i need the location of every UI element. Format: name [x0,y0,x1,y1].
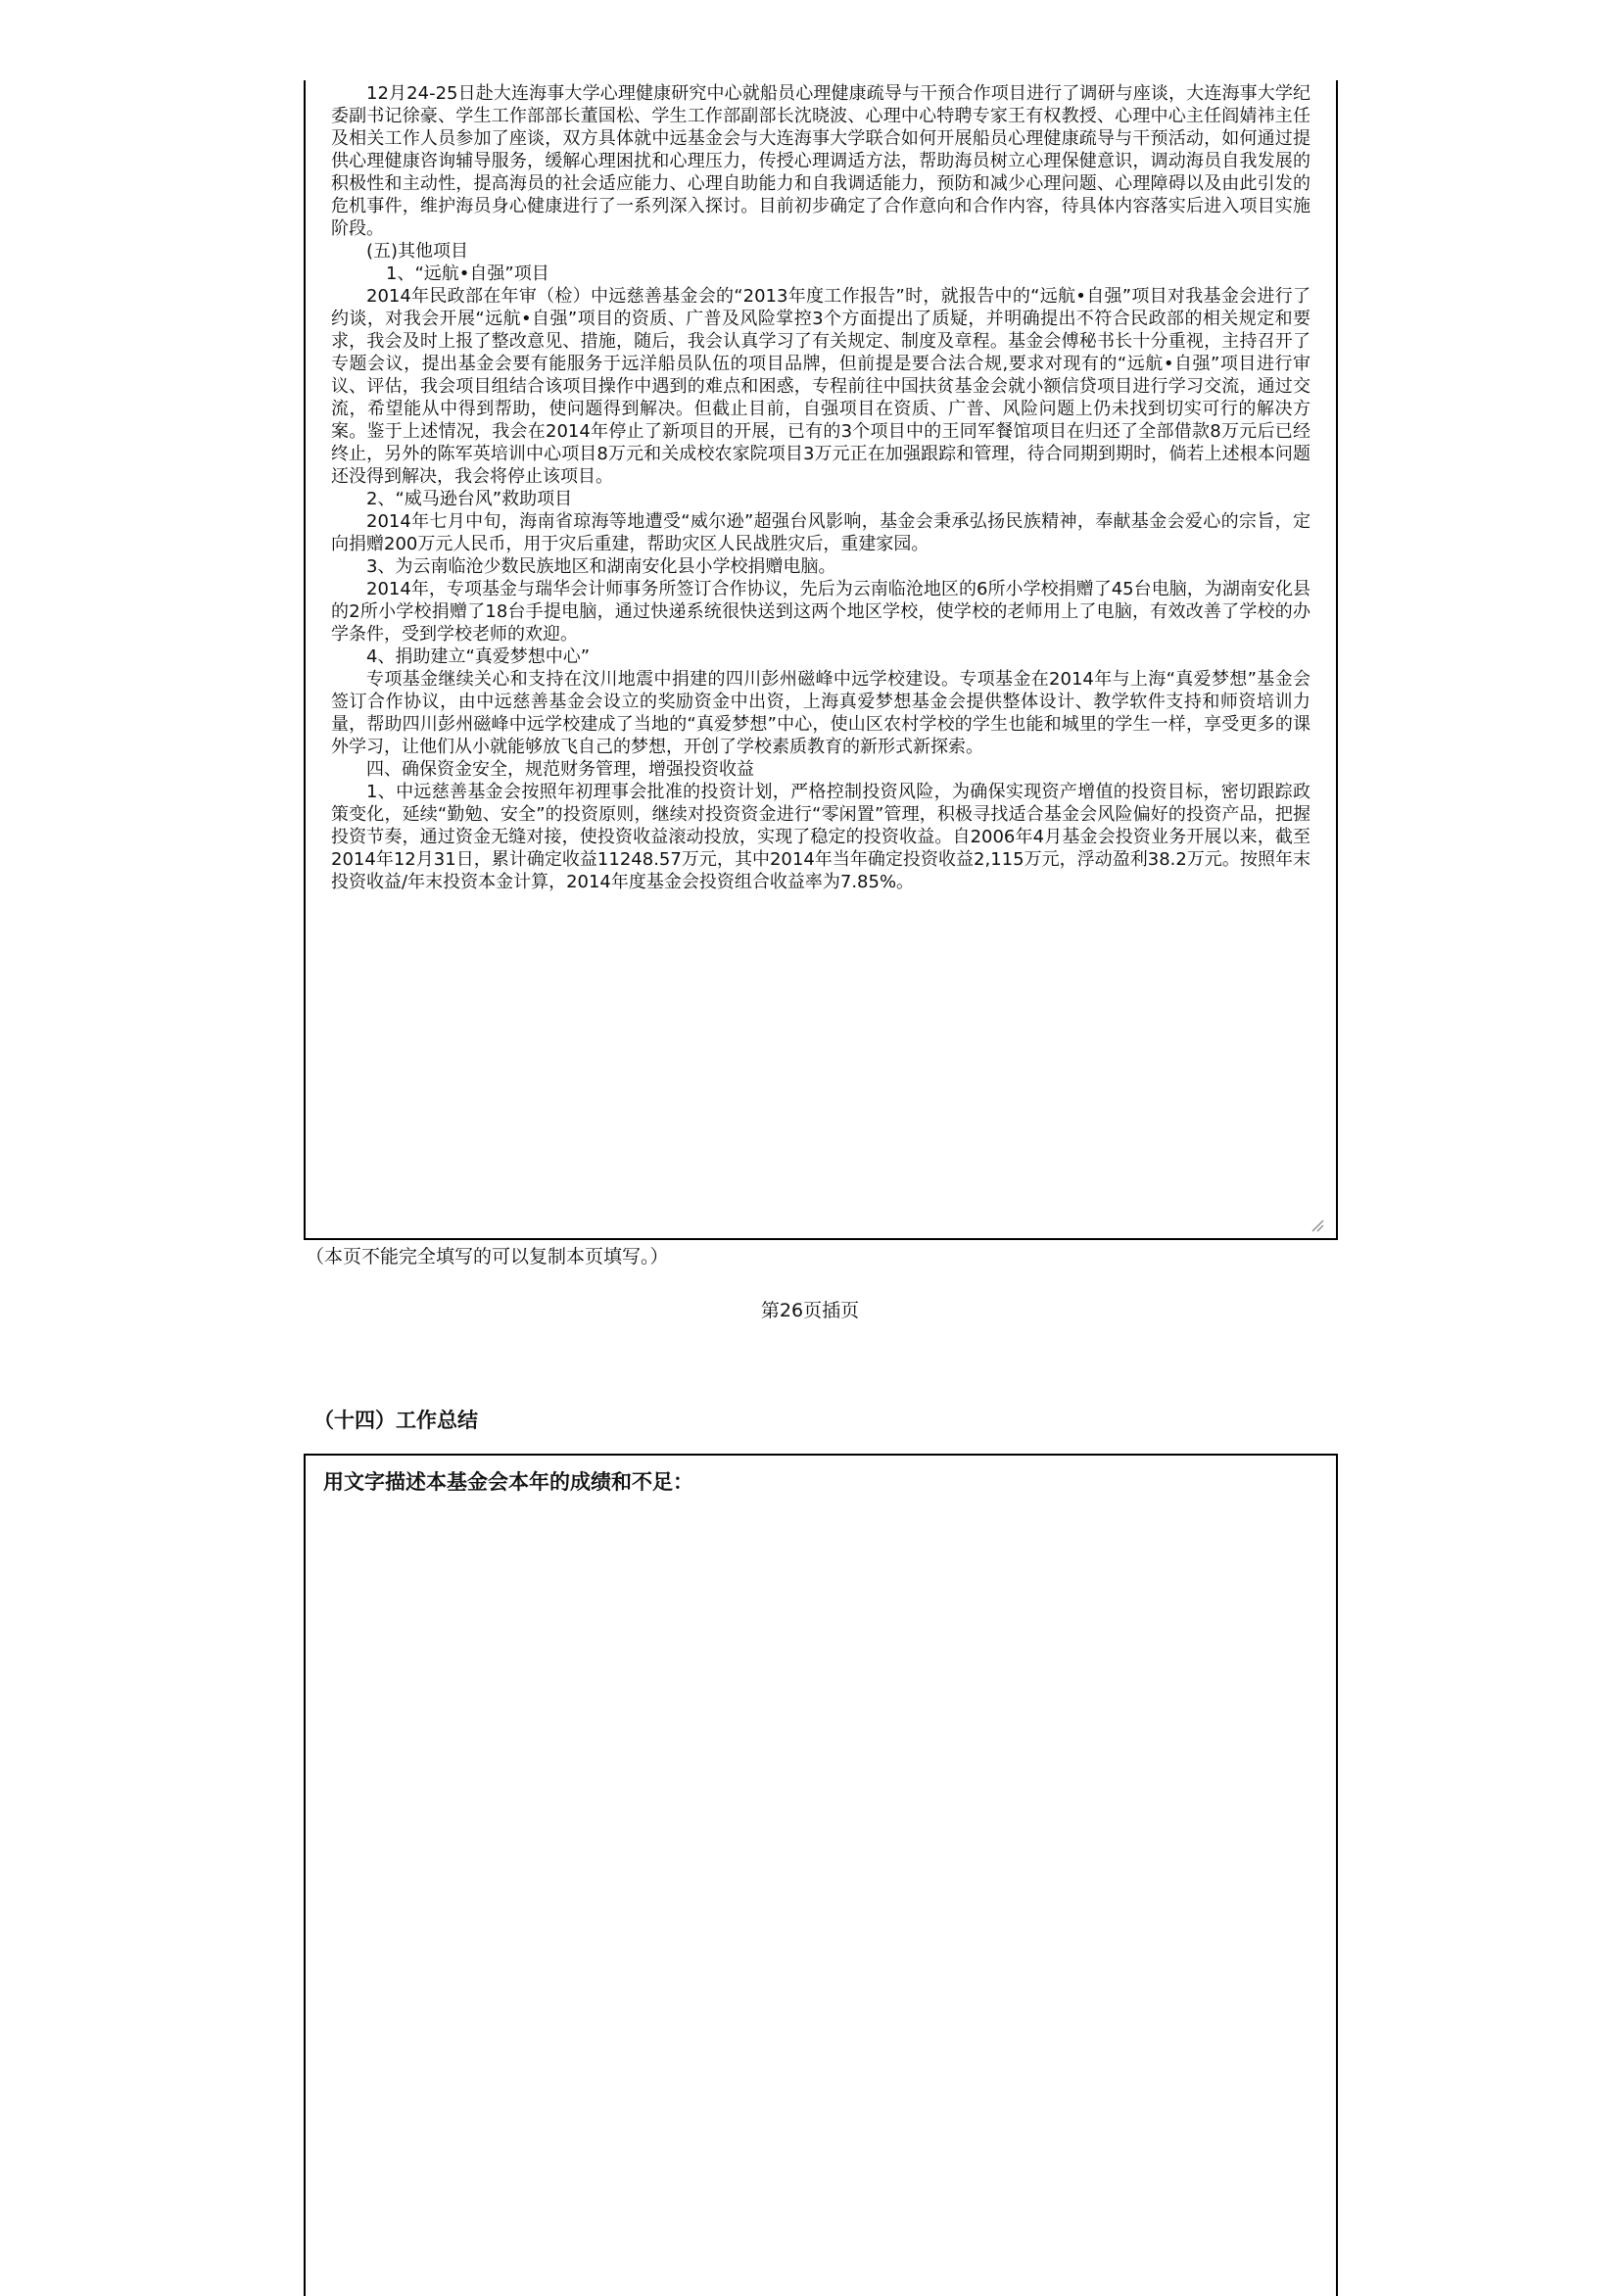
report-paragraph: 1、中远慈善基金会按照年初理事会批准的投资计划，严格控制投资风险，为确保实现资产增值的投资目标，密切跟踪政策变化，延续“勤勉、安全”的投资原则，继续对投资资金进行“零闲置”管理，积极寻找适合基金会风险偏好的投资产品，把握投资节奏，通过资金无缝对接，使投资收益滚动投放，实现了稳定的投资收益。自2006年4月基金会投资业务开展以来，截至2014年12月31日，累计确定收益11248.57万元，其中2014年当年确定投资收益2,115万元，浮动盈利38.2万元。按照年末投资收益/年末投资本金计算，2014年度基金会投资组合收益率为7.85%。 [331,782,1310,892]
report-paragraph: 2、“威马逊台风”救助项目 [366,489,573,509]
report-paragraph: 12月24-25日赴大连海事大学心理健康研究中心就船员心理健康疏导与干预合作项目进行了调研与座谈，大连海事大学纪委副书记徐豪、学生工作部部长董国松、学生工作部副部长沈晓波、心理中心特聘专家王有权教授、心理中心主任阎婧祎主任及相关工作人员参加了座谈，双方具体就中远基金会与大连海事大学联合如何开展船员心理健康疏导与干预活动，如何通过提供心理健康咨询辅导服务，缓解心理困扰和心理压力，传授心理调适方法，帮助海员树立心理保健意识，调动海员自我发展的积极性和主动性，提高海员的社会适应能力、心理自助能力和自我调适能力，预防和减少心理问题、心理障碍以及由此引发的危机事件，维护海员身心健康进行了一系列深入探讨。目前初步确定了合作意向和合作内容，待具体内容落实后进入项目实施阶段。 [331,83,1310,239]
report-paragraph: (五)其他项目 [366,241,469,262]
insert-page-label: 第26页插页 [760,1300,860,1321]
report-paragraph: 2014年七月中旬，海南省琼海等地遭受“威尔逊”超强台风影响，基金会秉承弘扬民族精神，奉献基金会爱心的宗旨，定向捐赠200万元人民币，用于灾后重建，帮助灾区人民战胜灾后，重建家园。 [331,511,1310,554]
report-paragraph: 四、确保资金安全，规范财务管理，增强投资收益 [366,759,754,780]
report-paragraph: 1、“远航•自强”项目 [386,263,549,284]
report-text-box[interactable] [304,80,1338,1240]
section-title: （十四）工作总结 [313,1409,478,1432]
report-paragraph: 3、为云南临沧少数民族地区和湖南安化县小学校捐赠电脑。 [366,556,836,577]
report-text-content [331,82,1310,893]
resize-grip-icon[interactable] [1310,1219,1324,1232]
work-summary-box[interactable] [304,1454,1338,2296]
copy-page-note: （本页不能完全填写的可以复制本页填写。） [306,1246,669,1268]
report-paragraph: 专项基金继续关心和支持在汶川地震中捐建的四川彭州磁峰中远学校建设。专项基金在2014年与上海“真爱梦想”基金会签订合作协议，由中远慈善基金会设立的奖励资金中出资，上海真爱梦想基金会提供整体设计、教学软件支持和师资培训力量，帮助四川彭州磁峰中远学校建成了当地的“真爱梦想”中心，使山区农村学校的学生也能和城里的学生一样，享受更多的课外学习，让他们从小就能够放飞自己的梦想，开创了学校素质教育的新形式新探索。 [331,669,1310,757]
report-paragraph: 2014年，专项基金与瑞华会计师事务所签订合作协议，先后为云南临沧地区的6所小学校捐赠了45台电脑，为湖南安化县的2所小学校捐赠了18台手提电脑，通过快递系统很快送到这两个地区学校，使学校的老师用上了电脑，有效改善了学校的办学条件，受到学校老师的欢迎。 [331,579,1310,645]
report-paragraph: 4、捐助建立“真爱梦想中心” [366,646,591,667]
summary-prompt: 用文字描述本基金会本年的成绩和不足： [323,1470,693,1494]
report-paragraph: 2014年民政部在年审（检）中远慈善基金会的“2013年度工作报告”时，就报告中的“远航•自强”项目对我基金会进行了约谈，对我会开展“远航•自强”项目的资质、广普及风险掌控3个方面提出了质疑，并明确提出不符合民政部的相关规定和要求，我会及时上报了整改意见、措施，随后，我会认真学习了有关规定、制度及章程。基金会傅秘书长十分重视，主持召开了专题会议，提出基金会要有能服务于远洋船员队伍的项目品牌，但前提是要合法合规,要求对现有的“远航•自强”项目进行审议、评估，我会项目组结合该项目操作中遇到的难点和困惑，专程前往中国扶贫基金会就小额信贷项目进行学习交流，通过交流，希望能从中得到帮助，使问题得到解决。但截止目前，自强项目在资质、广普、风险问题上仍未找到切实可行的解决方案。鉴于上述情况，我会在2014年停止了新项目的开展，已有的3个项目中的王同军餐馆项目在归还了全部借款8万元后已经终止，另外的陈军英培训中心项目8万元和关成校农家院项目3万元正在加强跟踪和管理，待合同期到期时，倘若上述根本问题还没得到解决，我会将停止该项目。 [331,286,1310,487]
